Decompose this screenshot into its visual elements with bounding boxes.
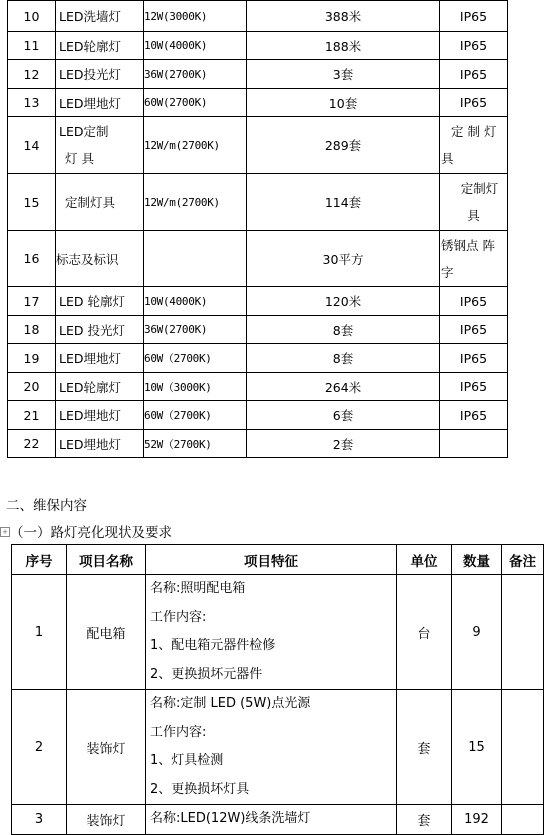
row-number: 18: [8, 316, 56, 344]
feature-line: 2、更换损坏灯具: [150, 781, 250, 797]
feature-line: 2、更换损坏元器件: [150, 666, 263, 682]
fixture-remark: IP65: [440, 316, 508, 344]
section-heading: 二、维保内容: [6, 498, 87, 514]
fixture-remark: IP65: [440, 401, 508, 430]
feature-line: 工作内容:: [150, 609, 207, 625]
fixture-name: LED轮廓灯: [56, 32, 144, 60]
fixture-quantity: 8套: [247, 316, 440, 344]
feature-line: 名称:LED(12W)线条洗墙灯: [150, 811, 311, 826]
fixture-quantity: 8套: [247, 344, 440, 373]
item-feature: [146, 690, 397, 805]
fixture-remark: [440, 231, 508, 287]
fixture-quantity: 114套: [247, 174, 440, 231]
feature-line: 1、灯具检测: [150, 753, 224, 768]
table-row: [8, 344, 508, 373]
remark-line: 字: [441, 264, 454, 280]
fixture-remark: [440, 174, 508, 231]
fixture-quantity: 2套: [247, 430, 440, 458]
table-row: [8, 60, 508, 89]
table-row: [12, 805, 544, 835]
table-row: [12, 575, 544, 690]
row-number: 13: [8, 89, 56, 117]
fixture-name: LED轮廓灯: [56, 373, 144, 401]
remark-line: 锈钢点 阵: [441, 237, 495, 253]
header-feature: 项目特征: [146, 545, 397, 575]
fixture-quantity: 10套: [247, 89, 440, 117]
fixture-name: 定制灯具: [56, 174, 144, 231]
row-number: 10: [8, 1, 56, 32]
item-remark: [502, 690, 544, 805]
item-quantity: 9: [452, 575, 502, 690]
row-number: 1: [12, 575, 67, 690]
fixture-quantity: 120米: [247, 287, 440, 316]
fixture-quantity: 6套: [247, 401, 440, 430]
fixture-name: LED洗墙灯: [56, 1, 144, 32]
table-row: [8, 287, 508, 316]
paragraph-anchor-icon: +: [0, 527, 10, 537]
row-number: 17: [8, 287, 56, 316]
feature-line: 工作内容:: [150, 724, 207, 740]
item-unit: 套: [397, 690, 452, 805]
row-number: 16: [8, 231, 56, 287]
feature-line: 名称:定制 LED (5W)点光源: [150, 696, 311, 711]
fixture-quantity: 3套: [247, 60, 440, 89]
fixture-name: LED埋地灯: [56, 344, 144, 373]
row-number: 2: [12, 690, 67, 805]
row-number: 12: [8, 60, 56, 89]
fixture-remark: IP65: [440, 344, 508, 373]
item-quantity: 15: [452, 690, 502, 805]
fixture-spec: [144, 231, 247, 287]
fixture-spec: 60W（2700K): [144, 401, 247, 430]
fixture-spec: 10W(4000K): [144, 287, 247, 316]
table-row: [8, 316, 508, 344]
fixture-spec: 36W(2700K): [144, 60, 247, 89]
row-number: 11: [8, 32, 56, 60]
fixture-name: LED埋地灯: [56, 430, 144, 458]
header-qty: 数量: [452, 545, 502, 575]
fixture-name-line: 灯 具: [65, 151, 94, 166]
fixture-name: LED埋地灯: [56, 401, 144, 430]
fixture-quantity: 30平方: [247, 231, 440, 287]
header-unit: 单位: [397, 545, 452, 575]
row-number: 3: [12, 805, 67, 835]
item-remark: [502, 575, 544, 690]
header-no: 序号: [12, 545, 67, 575]
fixture-spec: 12W/m(2700K): [144, 174, 247, 231]
item-feature: [146, 805, 397, 835]
item-name: 装饰灯: [67, 805, 146, 835]
fixture-quantity: 388米: [247, 1, 440, 32]
item-name: 配电箱: [67, 575, 146, 690]
fixture-name: LED埋地灯: [56, 89, 144, 117]
fixture-name: LED投光灯: [56, 60, 144, 89]
header-remark: 备注: [502, 545, 544, 575]
fixture-remark: [440, 430, 508, 458]
fixture-spec: 12W/m(2700K): [144, 117, 247, 174]
row-number: 22: [8, 430, 56, 458]
fixture-name: LED 投光灯: [56, 316, 144, 344]
fixture-name-line: LED定制: [59, 124, 109, 139]
fixture-spec: 60W（2700K): [144, 344, 247, 373]
item-unit: 台: [397, 575, 452, 690]
fixture-remark: [440, 117, 508, 174]
feature-line: 1、配电箱元器件检修: [150, 638, 276, 653]
table-row: [8, 89, 508, 117]
row-number: 14: [8, 117, 56, 174]
fixture-quantity: 188米: [247, 32, 440, 60]
header-name: 项目名称: [67, 545, 146, 575]
table-row: [8, 117, 508, 174]
fixture-remark: IP65: [440, 32, 508, 60]
maintenance-table: [11, 544, 544, 835]
row-number: 20: [8, 373, 56, 401]
item-feature: [146, 575, 397, 690]
subsection-heading: （一）路灯亮化现状及要求: [10, 525, 172, 541]
fixture-quantity: 264米: [247, 373, 440, 401]
remark-line: 定制灯: [460, 181, 499, 196]
fixture-spec: 10W(4000K): [144, 32, 247, 60]
table-row: [8, 1, 508, 32]
fixture-spec: 10W（3000K): [144, 373, 247, 401]
fixture-remark: IP65: [440, 60, 508, 89]
fixture-remark: IP65: [440, 1, 508, 32]
table-header-row: [12, 545, 544, 575]
table-row: [8, 401, 508, 430]
fixture-remark: IP65: [440, 373, 508, 401]
fixture-spec: 12W(3000K): [144, 1, 247, 32]
item-quantity: 192: [452, 805, 502, 835]
feature-line: 名称:照明配电箱: [150, 581, 246, 596]
fixture-name: LED 轮廓灯: [56, 287, 144, 316]
row-number: 15: [8, 174, 56, 231]
remark-line: 具: [441, 151, 454, 166]
remark-line: 定 制 灯: [451, 124, 497, 139]
fixture-spec: 60W(2700K): [144, 89, 247, 117]
fixture-name: [56, 117, 144, 174]
table-row: [12, 690, 544, 805]
item-unit: 套: [397, 805, 452, 835]
table-row: [8, 231, 508, 287]
fixture-remark: IP65: [440, 287, 508, 316]
item-name: 装饰灯: [67, 690, 146, 805]
fixture-spec: 36W(2700K): [144, 316, 247, 344]
fixture-quantity: 289套: [247, 117, 440, 174]
table-row: [8, 373, 508, 401]
fixture-name: 标志及标识: [56, 231, 144, 287]
table-row: [8, 32, 508, 60]
remark-line: 具: [467, 208, 480, 223]
table-row: [8, 430, 508, 458]
row-number: 21: [8, 401, 56, 430]
table-row: [8, 174, 508, 231]
lighting-fixture-table: [7, 0, 508, 458]
fixture-spec: 52W（2700K): [144, 430, 247, 458]
fixture-remark: IP65: [440, 89, 508, 117]
item-remark: [502, 805, 544, 835]
row-number: 19: [8, 344, 56, 373]
